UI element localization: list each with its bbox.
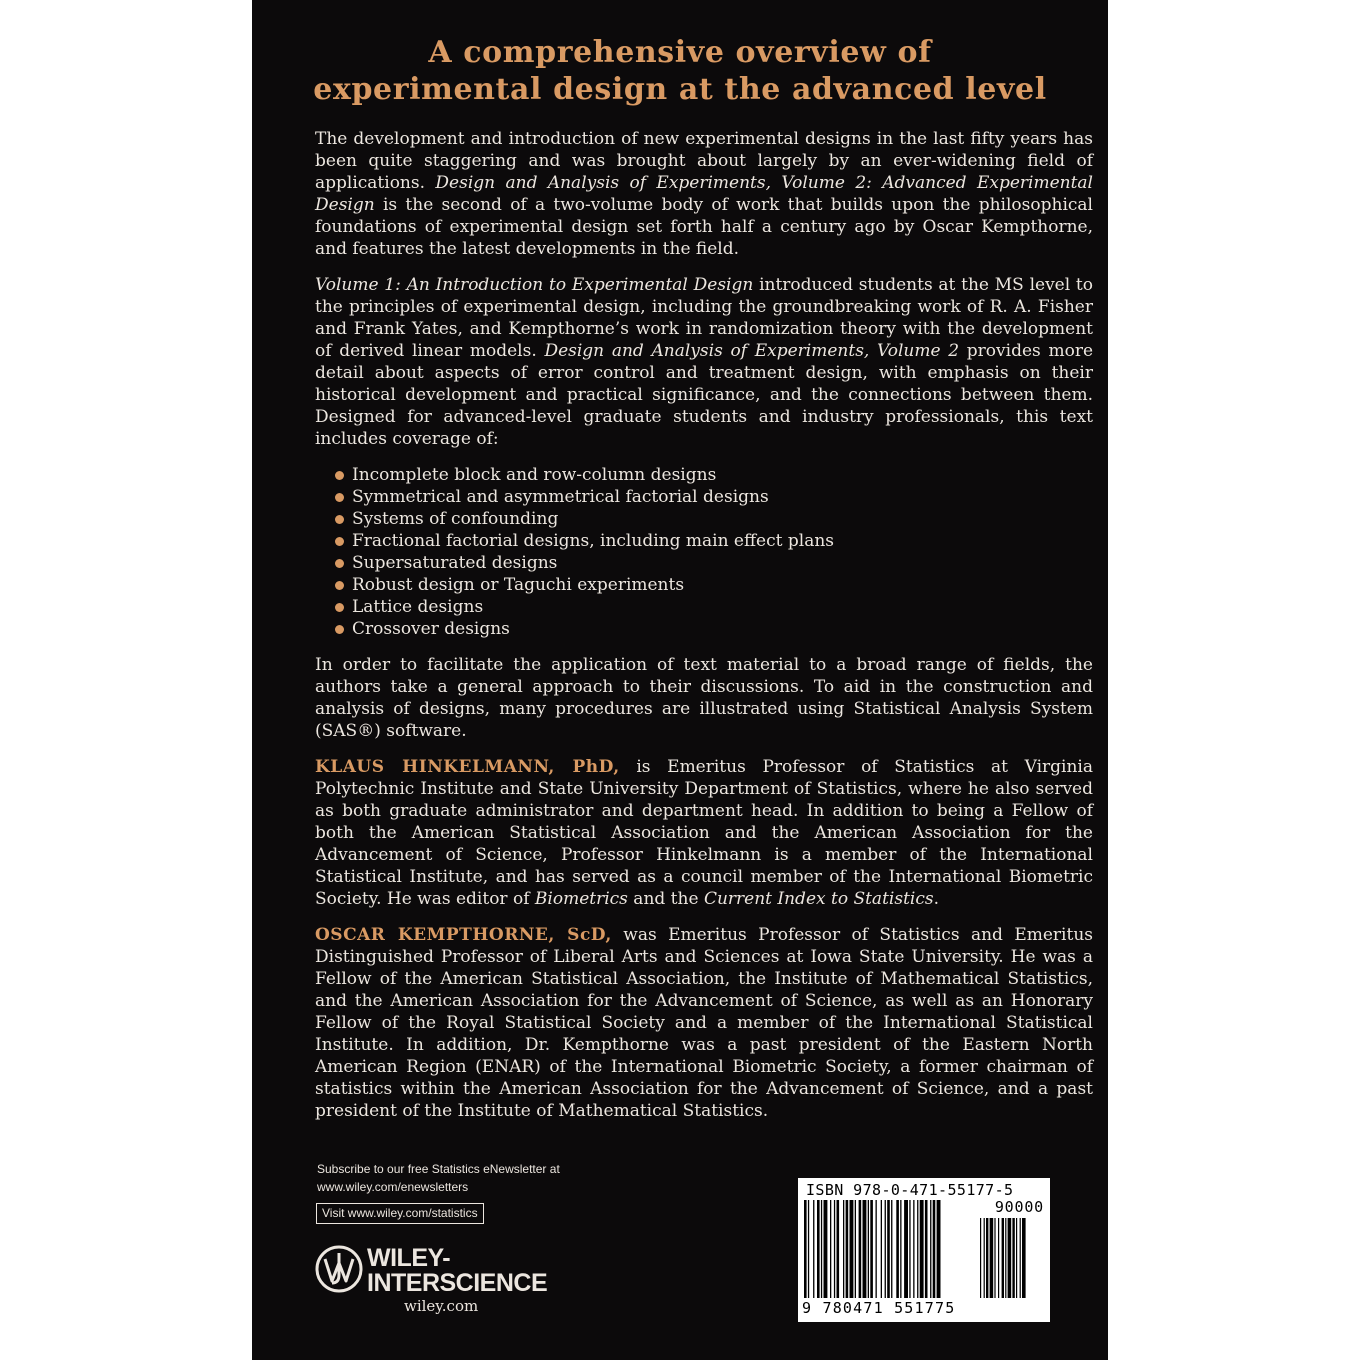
barcode-addon-bar <box>1005 1218 1006 1298</box>
barcode-addon-bar <box>998 1218 999 1298</box>
list-item: Systems of confounding <box>335 508 1093 530</box>
barcode-bar <box>896 1200 899 1298</box>
newsletter-line-1: Subscribe to our free Statistics eNewsletter at <box>317 1162 560 1176</box>
journal-title: Current Index to Statistics <box>703 889 934 909</box>
intro-text: is the second of a two-volume body of work that builds upon the philosophical foundations of experimental design set forth half a century ago by Oscar Kempthorne, and features the latest developments in the field. <box>315 195 1093 259</box>
intro-text: introduced students at the MS level to the principles of experimental design, including the groundbreaking work of R. A. Fisher and Frank Yates, and Kempthorne’s work in randomization theory with the development of derived linear models. <box>315 275 1093 361</box>
barcode-bar <box>808 1200 809 1298</box>
book-title: Design and Analysis of Experiments, Volume 2: Advanced Experimental Design <box>315 173 1093 215</box>
closing-paragraph: In order to facilitate the application of text material to a broad range of fields, the authors take a general approach to their discussions. To aid in the construction and analysis of designs, many procedures are illustrated using Statistical Analysis System (SAS®) software. <box>315 655 1093 741</box>
blurb <box>315 128 1093 1136</box>
barcode-bar <box>837 1200 840 1298</box>
barcode-bar <box>870 1200 873 1298</box>
barcode-bar <box>881 1200 882 1298</box>
barcode-bar <box>843 1200 844 1298</box>
back-cover <box>252 0 1108 1360</box>
barcode-addon-bar <box>1002 1218 1004 1298</box>
barcode-bar <box>920 1200 924 1298</box>
book-title: Design and Analysis of Experiments, Volume 2 <box>544 341 960 361</box>
bullet-icon <box>335 603 344 612</box>
price-code: 90000 <box>994 1198 1044 1216</box>
barcode-addon-bar <box>1012 1218 1014 1298</box>
barcode-bar <box>863 1200 867 1298</box>
barcode-bar <box>855 1200 856 1298</box>
barcode-bar <box>937 1200 941 1298</box>
barcode-addon-bar <box>1020 1218 1021 1298</box>
publisher-name-line-1: WILEY- <box>367 1244 451 1272</box>
barcode-bar <box>830 1200 831 1298</box>
author-name: OSCAR KEMPTHORNE, ScD, <box>315 925 612 945</box>
barcode-bar <box>900 1200 901 1298</box>
barcode-bar <box>859 1200 862 1298</box>
barcode-bar <box>834 1200 835 1298</box>
publisher-logo <box>315 1245 635 1325</box>
bullet-icon <box>335 471 344 480</box>
bullet-icon <box>335 581 344 590</box>
list-item: Incomplete block and row-column designs <box>335 464 1093 486</box>
barcode-bar <box>824 1200 828 1298</box>
barcode-addon-bar <box>980 1218 981 1298</box>
barcode-bar <box>887 1200 890 1298</box>
volume-1-title: Volume 1: An Introduction to Experimental Design <box>315 275 754 295</box>
barcode-bar <box>876 1200 877 1298</box>
list-item: Supersaturated designs <box>335 552 1093 574</box>
headline-line-2: experimental design at the advanced level <box>313 72 1047 107</box>
barcode-addon-bar <box>994 1218 995 1298</box>
list-item: Robust design or Taguchi experiments <box>335 574 1093 596</box>
isbn-barcode <box>798 1178 1050 1322</box>
barcode-addon-bar <box>986 1218 988 1298</box>
list-item: Lattice designs <box>335 596 1093 618</box>
barcode-bar <box>917 1200 918 1298</box>
intro-paragraph-1 <box>315 128 1093 260</box>
barcode-addon-bar <box>984 1218 985 1298</box>
barcode-bar <box>850 1200 854 1298</box>
barcode-bar <box>930 1200 931 1298</box>
bullet-icon <box>335 559 344 568</box>
coverage-list <box>315 464 1093 640</box>
intro-paragraph-2 <box>315 274 1093 450</box>
barcode-bar <box>804 1200 807 1298</box>
barcode-bar <box>933 1200 936 1298</box>
barcode-digits: 9 780471 551775 <box>802 1299 956 1317</box>
intro-text: The development and introduction of new experimental designs in the last fifty years has been quite staggering and was brought about largely by an ever-widening field of applications. <box>315 129 1093 193</box>
barcode-addon-bar <box>1016 1218 1017 1298</box>
isbn-number: ISBN 978-0-471-55177-5 <box>806 1181 1014 1199</box>
wiley-seal-icon <box>315 1245 363 1293</box>
barcode-bar <box>909 1200 910 1298</box>
barcode-addon-bar <box>990 1218 994 1298</box>
barcode-bar <box>891 1200 892 1298</box>
intro-text: provides more detail about aspects of error control and treatment design, with emphasis on their historical development and practical significance, and the connections between them. Designed for advanced-level graduate students and industry professionals, this text includes coverage of: <box>315 341 1094 449</box>
barcode-addon-bar <box>1022 1218 1026 1298</box>
bullet-icon <box>335 515 344 524</box>
headline-line-1: A comprehensive overview of <box>428 35 932 70</box>
list-item: Crossover designs <box>335 618 1093 640</box>
barcode-bar <box>821 1200 822 1298</box>
author-name: KLAUS HINKELMANN, PhD, <box>315 757 620 777</box>
barcode-bar <box>904 1200 908 1298</box>
publisher-name-line-2: INTERSCIENCE <box>367 1269 548 1297</box>
visit-link-box[interactable]: Visit www.wiley.com/statistics <box>316 1203 484 1224</box>
barcode-bar <box>846 1200 849 1298</box>
author-bio-hinkelmann: KLAUS HINKELMANN, PhD, is Emeritus Professor of Statistics at Virginia Polytechnic Institute and State University Department of Statistics, where he also served as both graduate administrator and department head. In addition to being a Fellow of both the American Statistical Association and the American Association for the Advancement of Science, Professor Hinkelmann is a member of the International Statistical Institute, and has served as a council member of the International Biometric Society. He was editor of Biometrics and the Current Index to Statistics. <box>315 757 1093 909</box>
headline <box>252 34 1108 108</box>
barcode-bar <box>868 1200 869 1298</box>
barcode-bar <box>885 1200 886 1298</box>
author-bio-kempthorne: OSCAR KEMPTHORNE, ScD, was Emeritus Professor of Statistics and Emeritus Distinguished Professor of Liberal Arts and Sciences at Iowa State University. He was a Fellow of the American Statistical Association, the Institute of Mathematical Statistics, and the American Association for the Advancement of Science, as well as an Honorary Fellow of the Royal Statistical Society and a member of the International Statistical Institute. In addition, Dr. Kempthorne was a past president of the Eastern North American Region (ENAR) of the International Biometric Society, a former chairman of statistics within the American Association for the Advancement of Science, and a past president of the Institute of Mathematical Statistics. <box>315 925 1093 1121</box>
barcode-addon-bar <box>1008 1218 1012 1298</box>
barcode-bar <box>925 1200 928 1298</box>
bullet-icon <box>335 625 344 634</box>
barcode-bar <box>813 1200 814 1298</box>
barcode-bar <box>913 1200 914 1298</box>
bullet-icon <box>335 537 344 546</box>
journal-title: Biometrics <box>534 889 628 909</box>
newsletter-note <box>317 1160 560 1196</box>
list-item: Fractional factorial designs, including main effect plans <box>335 530 1093 552</box>
newsletter-link[interactable]: www.wiley.com/enewsletters <box>317 1180 469 1194</box>
publisher-url[interactable]: wiley.com <box>404 1297 479 1315</box>
bullet-icon <box>335 493 344 502</box>
list-item: Symmetrical and asymmetrical factorial designs <box>335 486 1093 508</box>
barcode-bar <box>817 1200 820 1298</box>
